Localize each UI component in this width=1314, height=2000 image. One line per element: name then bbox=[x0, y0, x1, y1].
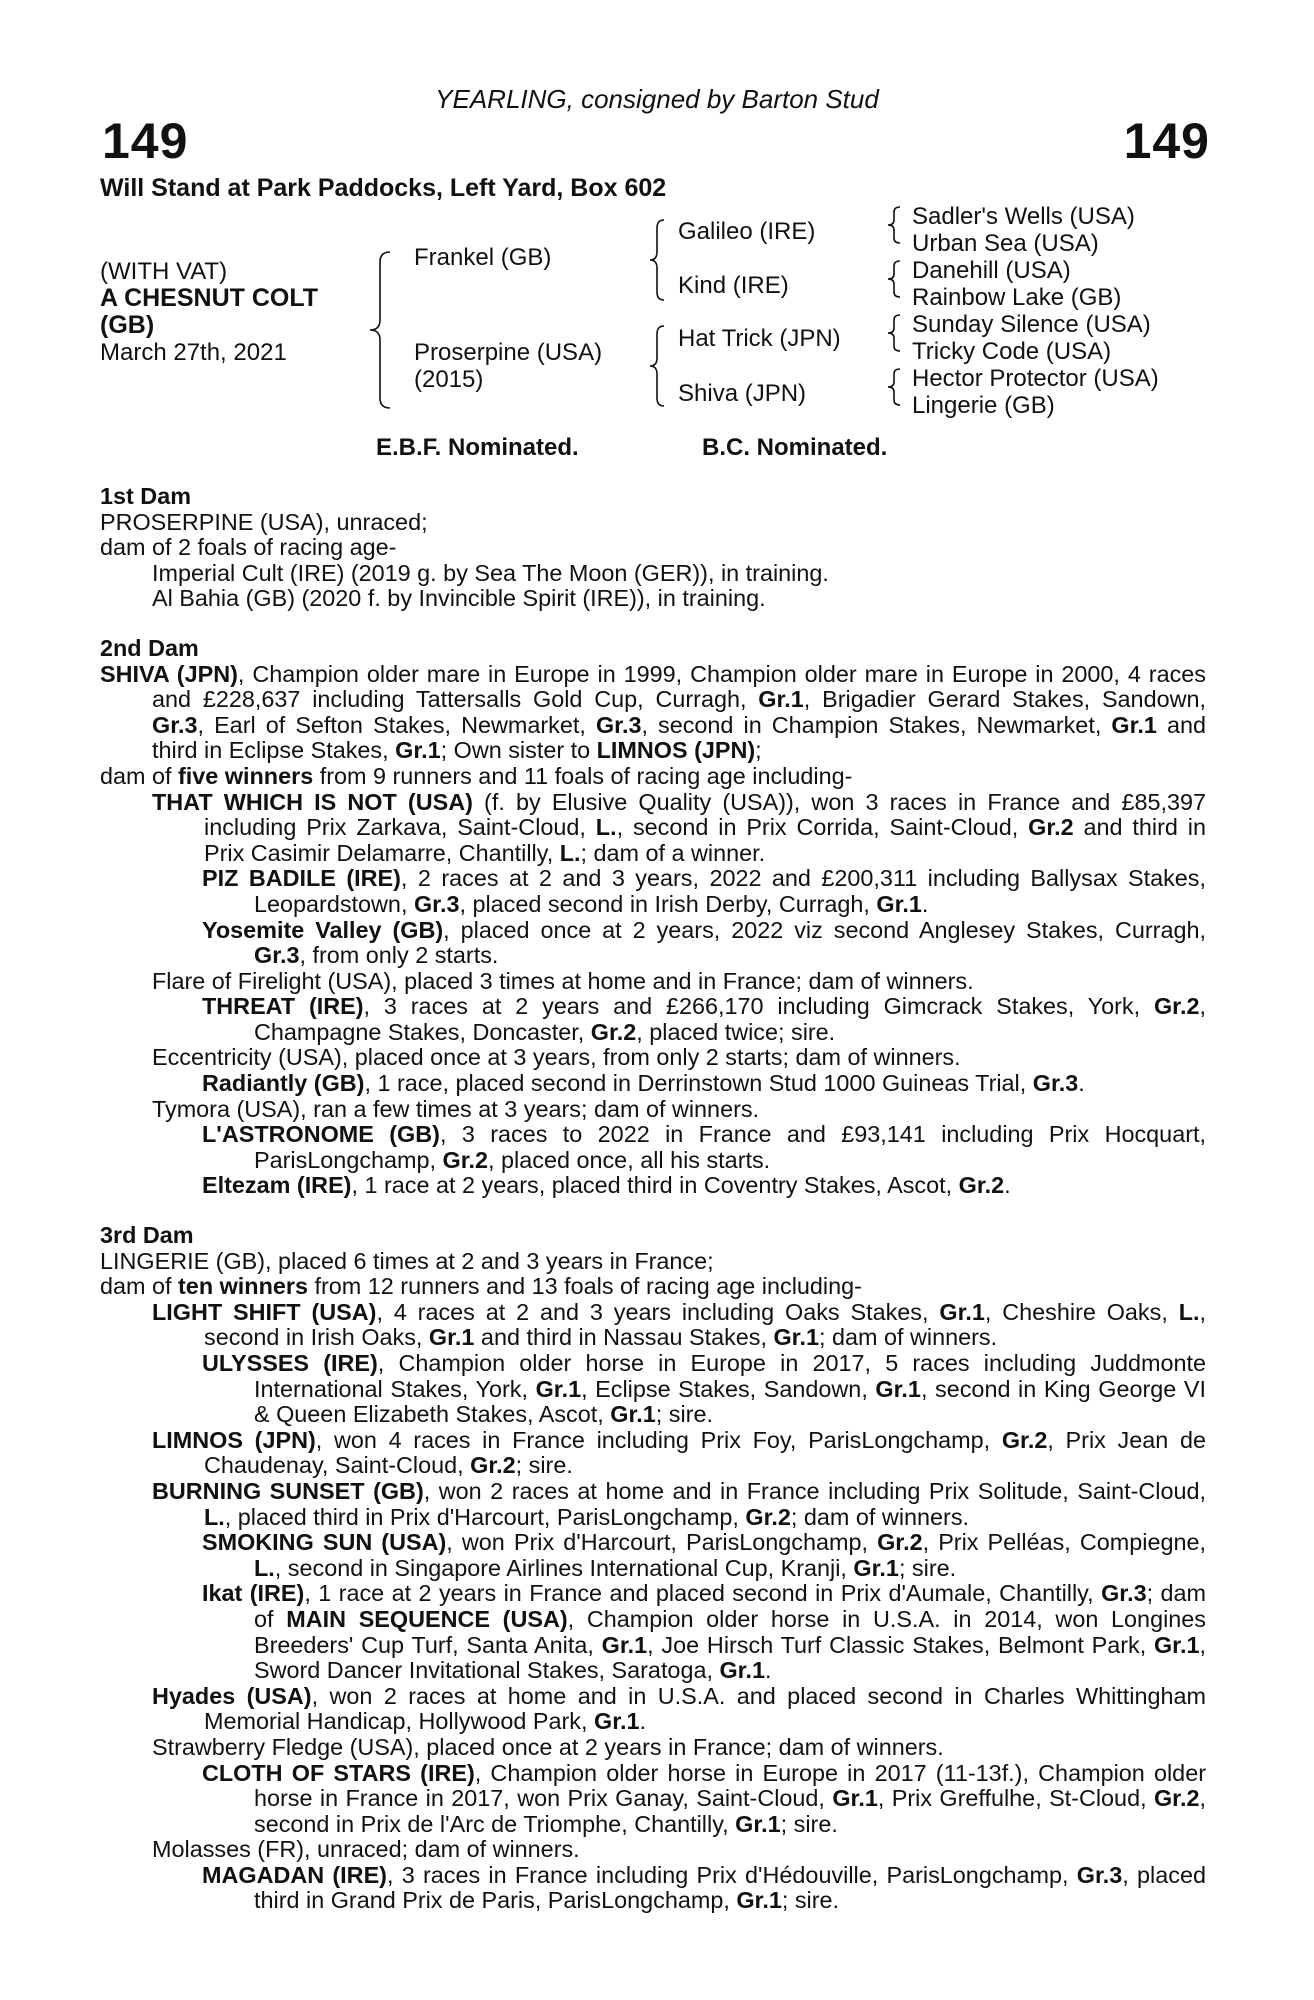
horse-name: L'ASTRONOME (GB) bbox=[202, 1121, 440, 1148]
grade: Gr.2 bbox=[442, 1146, 489, 1173]
grade: Gr.2 bbox=[1001, 1426, 1048, 1453]
stand-location: Will Stand at Park Paddocks, Left Yard, Box 602 bbox=[100, 174, 667, 202]
grade: Gr.1 bbox=[939, 1298, 985, 1325]
entry-text: , Champion older mare in Europe in 1999, Champion older mare in Europe in 2000, 4 races and £228,637 including Tattersalls Gold Cup, Curragh, bbox=[152, 660, 1206, 713]
entry-text: ; bbox=[755, 737, 762, 764]
grade: Gr.3 bbox=[413, 890, 460, 917]
entry-text: , second in Irish Oaks, bbox=[204, 1298, 1206, 1351]
entry-text: . bbox=[921, 890, 929, 917]
dam: Proserpine (USA) bbox=[414, 339, 603, 366]
entry-text: , second in Champion Stakes, Newmarket, bbox=[641, 711, 1112, 738]
entry-text: , Joe Hirsch Turf Classic Stakes, Belmont Park, bbox=[647, 1631, 1154, 1658]
entry-text: , 3 races in France including Prix d'Hédouville, ParisLongchamp, bbox=[386, 1861, 1077, 1888]
entry-text: ; sire. bbox=[780, 1810, 838, 1837]
grade: Gr.2 bbox=[877, 1529, 923, 1556]
entry-text: , won Prix d'Harcourt, ParisLongchamp, bbox=[446, 1529, 878, 1556]
entry-text: , 1 race at 2 years, placed third in Coventry Stakes, Ascot, bbox=[351, 1172, 959, 1199]
first-dam-line1: PROSERPINE (USA), unraced; bbox=[100, 508, 428, 535]
horse-name: BURNING SUNSET (GB) bbox=[152, 1477, 424, 1504]
horse-name: Yosemite Valley (GB) bbox=[202, 916, 444, 943]
grade: L. bbox=[595, 814, 617, 841]
entry-text: , Eclipse Stakes, Sandown, bbox=[581, 1375, 876, 1402]
entry-text: and third in Nassau Stakes, bbox=[474, 1324, 774, 1351]
horse-name: Hyades (USA) bbox=[152, 1682, 312, 1709]
entry-text: . bbox=[764, 1657, 772, 1684]
entry-text: , second in Prix de l'Arc de Triomphe, Chantilly, bbox=[254, 1785, 1206, 1837]
entry-cloth-of-stars bbox=[100, 1761, 1206, 1838]
grade: L. bbox=[254, 1554, 275, 1581]
lot-number-right: 149 bbox=[1123, 113, 1210, 169]
horse-name: CLOTH OF STARS (IRE) bbox=[202, 1759, 475, 1786]
entry-text: , Prix Jean de Chaudenay, Saint-Cloud, bbox=[204, 1426, 1206, 1479]
horse-name: PIZ BADILE (IRE) bbox=[202, 865, 401, 892]
dam-dam-sire: Hector Protector (USA) bbox=[912, 365, 1159, 392]
entry-burning-sunset bbox=[100, 1479, 1206, 1530]
horse-name: THREAT (IRE) bbox=[202, 993, 364, 1020]
grade: Gr.1 bbox=[853, 1554, 899, 1581]
grade: Gr.2 bbox=[1028, 814, 1074, 841]
entry-text: , placed twice; sire. bbox=[636, 1018, 836, 1045]
entry-text: dam of bbox=[100, 762, 179, 789]
grade: Gr.1 bbox=[773, 1324, 819, 1351]
consignment-line: YEARLING, consigned by Barton Stud bbox=[435, 84, 879, 114]
entry-radiantly bbox=[100, 1071, 1206, 1097]
grade: Gr.1 bbox=[1111, 711, 1157, 738]
entry-text: , won 2 races at home and in France including Prix Solitude, Saint-Cloud, bbox=[423, 1477, 1206, 1504]
second-dam-produce-line bbox=[100, 764, 1206, 790]
entry-text: , Champion older horse in U.S.A. in 2014, won Longines Breeders' Cup Turf, Santa Anita, bbox=[254, 1605, 1206, 1658]
grade: Gr.1 bbox=[601, 1631, 648, 1658]
grade: Gr.1 bbox=[832, 1785, 878, 1812]
catalogue-body bbox=[100, 484, 1206, 1914]
horse-name: LIMNOS (JPN) bbox=[596, 737, 756, 764]
entry-text: , Cheshire Oaks, bbox=[984, 1298, 1179, 1325]
winners-count: ten winners bbox=[178, 1273, 308, 1300]
grade: L. bbox=[1178, 1298, 1200, 1325]
entry-text: , second in Prix Corrida, Saint-Cloud, bbox=[616, 814, 1029, 841]
pedigree-brace-sire bbox=[648, 218, 668, 302]
entry-text: , placed once, all his starts. bbox=[488, 1146, 771, 1173]
horse-name: LIMNOS (JPN) bbox=[152, 1426, 316, 1453]
entry-text: , 2 races at 2 and 3 years, 2022 and £200,311 including Ballysax Stakes, Leopardstown, bbox=[254, 865, 1206, 917]
sire: Frankel (GB) bbox=[414, 244, 552, 271]
bc-nomination: B.C. Nominated. bbox=[702, 434, 888, 461]
grade: Gr.1 bbox=[875, 1375, 921, 1402]
grade: Gr.2 bbox=[1153, 1785, 1200, 1812]
entry-text: . bbox=[1078, 1070, 1085, 1097]
entry-lastronome bbox=[100, 1122, 1206, 1173]
entry-text: , 1 race, placed second in Derrinstown Stud 1000 Guineas Trial, bbox=[364, 1070, 1033, 1097]
entry-tymora: Tymora (USA), ran a few times at 3 years; dam of winners. bbox=[152, 1095, 760, 1122]
horse-name-line2: (GB) bbox=[100, 311, 155, 339]
horse-name: Eltezam (IRE) bbox=[202, 1172, 352, 1199]
entry-text: , second in King George VI & Queen Elizabeth Stakes, Ascot, bbox=[254, 1375, 1206, 1428]
entry-text: from 9 runners and 11 foals of racing age including- bbox=[313, 762, 853, 789]
pedigree-brace-shiva bbox=[886, 367, 904, 407]
entry-text: ; sire. bbox=[515, 1452, 573, 1479]
grade: Gr.2 bbox=[958, 1172, 1005, 1199]
grade: L. bbox=[204, 1503, 225, 1530]
vat-note: (WITH VAT) bbox=[100, 258, 228, 285]
grade: Gr.2 bbox=[1153, 993, 1200, 1020]
ebf-nomination: E.B.F. Nominated. bbox=[376, 434, 579, 461]
entry-text: ; dam of winners. bbox=[790, 1503, 970, 1530]
entry-text: , Sword Dancer Invitational Stakes, Saratoga, bbox=[254, 1631, 1206, 1684]
third-dam-produce-line bbox=[100, 1274, 1206, 1300]
grade: Gr.2 bbox=[590, 1018, 637, 1045]
entry-eccentricity: Eccentricity (USA), placed once at 3 years, from only 2 starts; dam of winners. bbox=[152, 1044, 961, 1071]
first-dam-foal1: Imperial Cult (IRE) (2019 g. by Sea The Moon (GER)), in training. bbox=[152, 559, 829, 586]
grade: Gr.1 bbox=[735, 1810, 781, 1837]
grade: Gr.1 bbox=[736, 1887, 782, 1914]
entry-text: , 4 races at 2 and 3 years including Oaks Stakes, bbox=[376, 1298, 940, 1325]
entry-text: . bbox=[1004, 1172, 1011, 1199]
entry-text: ; dam of a winner. bbox=[580, 839, 766, 866]
entry-text: and third in Eclipse Stakes, bbox=[152, 711, 1206, 764]
grade: Gr.1 bbox=[395, 737, 441, 764]
horse-name: MAGADAN (IRE) bbox=[202, 1861, 387, 1888]
grade: L. bbox=[559, 839, 581, 866]
horse-name: SHIVA (JPN) bbox=[100, 660, 238, 687]
entry-text: (f. by Elusive Quality (USA)), won 3 races in France and £85,397 including Prix Zarkava, Saint-Cloud, bbox=[204, 788, 1206, 841]
entry-yosemite-valley bbox=[100, 918, 1206, 969]
dam-sire-sire: Sunday Silence (USA) bbox=[912, 311, 1151, 338]
pedigree-brace-main bbox=[368, 250, 398, 410]
grade: Gr.3 bbox=[1101, 1580, 1147, 1607]
second-dam-heading: 2nd Dam bbox=[100, 634, 199, 661]
entry-text: dam of bbox=[100, 1273, 179, 1300]
entry-text: ; Own sister to bbox=[440, 737, 597, 764]
entry-ulysses bbox=[100, 1351, 1206, 1428]
horse-name: LIGHT SHIFT (USA) bbox=[152, 1298, 377, 1325]
entry-strawberry-fledge: Strawberry Fledge (USA), placed once at 2 years in France; dam of winners. bbox=[152, 1733, 944, 1760]
third-dam-heading: 3rd Dam bbox=[100, 1222, 194, 1249]
horse-name: THAT WHICH IS NOT (USA) bbox=[152, 788, 473, 815]
grade: Gr.3 bbox=[1076, 1861, 1123, 1888]
sire-dam-dam: Rainbow Lake (GB) bbox=[912, 284, 1122, 311]
entry-ikat bbox=[100, 1581, 1206, 1683]
entry-that-which-is-not bbox=[100, 790, 1206, 867]
entry-text: , Champagne Stakes, Doncaster, bbox=[254, 993, 1206, 1045]
entry-text: , placed third in Prix d'Harcourt, ParisLongchamp, bbox=[224, 1503, 746, 1530]
pedigree-brace-dam bbox=[648, 324, 668, 408]
sire-dam: Kind (IRE) bbox=[678, 272, 789, 299]
foaling-date: March 27th, 2021 bbox=[100, 339, 287, 366]
entry-text: , second in Singapore Airlines International Cup, Kranji, bbox=[274, 1554, 854, 1581]
dam-sire-dam: Tricky Code (USA) bbox=[912, 338, 1112, 365]
sire-sire: Galileo (IRE) bbox=[678, 218, 816, 245]
winners-count: five winners bbox=[178, 762, 314, 789]
entry-smoking-sun bbox=[100, 1530, 1206, 1581]
horse-name: SMOKING SUN (USA) bbox=[202, 1529, 447, 1556]
grade: Gr.3 bbox=[1032, 1070, 1079, 1097]
dam-year: (2015) bbox=[414, 366, 484, 393]
pedigree-brace-galileo bbox=[886, 205, 904, 245]
entry-text: , from only 2 starts. bbox=[299, 942, 499, 969]
grade: Gr.1 bbox=[1153, 1631, 1200, 1658]
sire-dam-sire: Danehill (USA) bbox=[912, 257, 1071, 284]
horse-name-line1: A CHESNUT COLT bbox=[100, 284, 319, 312]
dam-dam-dam: Lingerie (GB) bbox=[912, 392, 1055, 419]
grade: Gr.1 bbox=[610, 1401, 656, 1428]
entry-text: , Champion older horse in Europe in 2017 (11-13f.), Champion older horse in France in 2017, won Prix Ganay, Saint-Cloud, bbox=[254, 1759, 1206, 1812]
entry-text: , Prix Greffulhe, St-Cloud, bbox=[877, 1785, 1154, 1812]
grade: Gr.1 bbox=[428, 1324, 475, 1351]
horse-name: Radiantly (GB) bbox=[202, 1070, 365, 1097]
first-dam-heading: 1st Dam bbox=[100, 483, 192, 509]
entry-threat bbox=[100, 994, 1206, 1045]
entry-text: , Champion older horse in Europe in 2017, 5 races including Juddmonte International Stakes, York, bbox=[254, 1350, 1207, 1402]
first-dam-line2: dam of 2 foals of racing age- bbox=[100, 534, 397, 561]
entry-text: , Earl of Sefton Stakes, Newmarket, bbox=[197, 711, 596, 738]
grade: Gr.3 bbox=[152, 711, 198, 738]
entry-text: , 3 races to 2022 in France and £93,141 including Prix Hocquart, ParisLongchamp, bbox=[254, 1121, 1206, 1173]
grade: Gr.1 bbox=[719, 1657, 765, 1684]
entry-text: and third in Prix Casimir Delamarre, Chantilly, bbox=[204, 814, 1206, 866]
third-dam-line1: LINGERIE (GB), placed 6 times at 2 and 3 years in France; bbox=[100, 1247, 714, 1274]
first-dam-foal2: Al Bahia (GB) (2020 f. by Invincible Spirit (IRE)), in training. bbox=[152, 585, 766, 612]
entry-piz-badile bbox=[100, 866, 1206, 917]
grade: Gr.1 bbox=[876, 890, 922, 917]
entry-text: , won 2 races at home and in U.S.A. and placed second in Charles Whittingham Memorial Handicap, Hollywood Park, bbox=[204, 1682, 1206, 1735]
entry-text: from 12 runners and 13 foals of racing age including- bbox=[308, 1273, 862, 1300]
entry-text: . bbox=[639, 1708, 647, 1735]
grade: Gr.1 bbox=[535, 1375, 582, 1402]
entry-text: ; sire. bbox=[898, 1554, 957, 1581]
grade: Gr.1 bbox=[758, 686, 804, 713]
sire-sire-sire: Sadler's Wells (USA) bbox=[912, 203, 1135, 230]
entry-text: , placed once at 2 years, 2022 viz second Anglesey Stakes, Curragh, bbox=[443, 916, 1206, 943]
entry-text: , 3 races at 2 years and £266,170 including Gimcrack Stakes, York, bbox=[363, 993, 1154, 1020]
sire-sire-dam: Urban Sea (USA) bbox=[912, 230, 1099, 257]
entry-light-shift bbox=[100, 1300, 1206, 1351]
entry-eltezam bbox=[100, 1173, 1206, 1199]
grade: Gr.2 bbox=[745, 1503, 791, 1530]
entry-text: , won 4 races in France including Prix Foy, ParisLongchamp, bbox=[315, 1426, 1002, 1453]
entry-flare-of-firelight: Flare of Firelight (USA), placed 3 times at home and in France; dam of winners. bbox=[152, 967, 974, 994]
entry-shiva bbox=[100, 662, 1206, 764]
pedigree-brace-hattrick bbox=[886, 313, 904, 353]
entry-text: ; sire. bbox=[781, 1887, 840, 1914]
dam-dam: Shiva (JPN) bbox=[678, 380, 807, 407]
grade: Gr.2 bbox=[470, 1452, 516, 1479]
entry-text: , placed third in Grand Prix de Paris, ParisLongchamp, bbox=[254, 1861, 1206, 1914]
dam-sire: Hat Trick (JPN) bbox=[678, 325, 841, 352]
entry-text: ; dam of winners. bbox=[819, 1324, 998, 1351]
entry-text: , Brigadier Gerard Stakes, Sandown, bbox=[803, 686, 1206, 713]
entry-magadan bbox=[100, 1863, 1206, 1914]
grade: Gr.3 bbox=[595, 711, 642, 738]
pedigree-brace-kind bbox=[886, 259, 904, 299]
entry-text: , Prix Pelléas, Compiegne, bbox=[922, 1529, 1206, 1556]
entry-molasses: Molasses (FR), unraced; dam of winners. bbox=[152, 1836, 580, 1863]
entry-text: ; sire. bbox=[655, 1401, 713, 1428]
horse-name: MAIN SEQUENCE (USA) bbox=[286, 1605, 568, 1632]
horse-name: Ikat (IRE) bbox=[202, 1580, 305, 1607]
entry-text: ; dam of bbox=[254, 1580, 1207, 1632]
lot-number-left: 149 bbox=[102, 113, 189, 169]
grade: Gr.1 bbox=[594, 1708, 640, 1735]
entry-text: , placed second in Irish Derby, Curragh, bbox=[459, 890, 877, 917]
grade: Gr.3 bbox=[254, 942, 300, 969]
entry-text: , 1 race at 2 years in France and placed second in Prix d'Aumale, Chantilly, bbox=[304, 1580, 1102, 1607]
entry-limnos bbox=[100, 1428, 1206, 1479]
horse-name: ULYSSES (IRE) bbox=[202, 1350, 378, 1376]
entry-hyades bbox=[100, 1684, 1206, 1735]
